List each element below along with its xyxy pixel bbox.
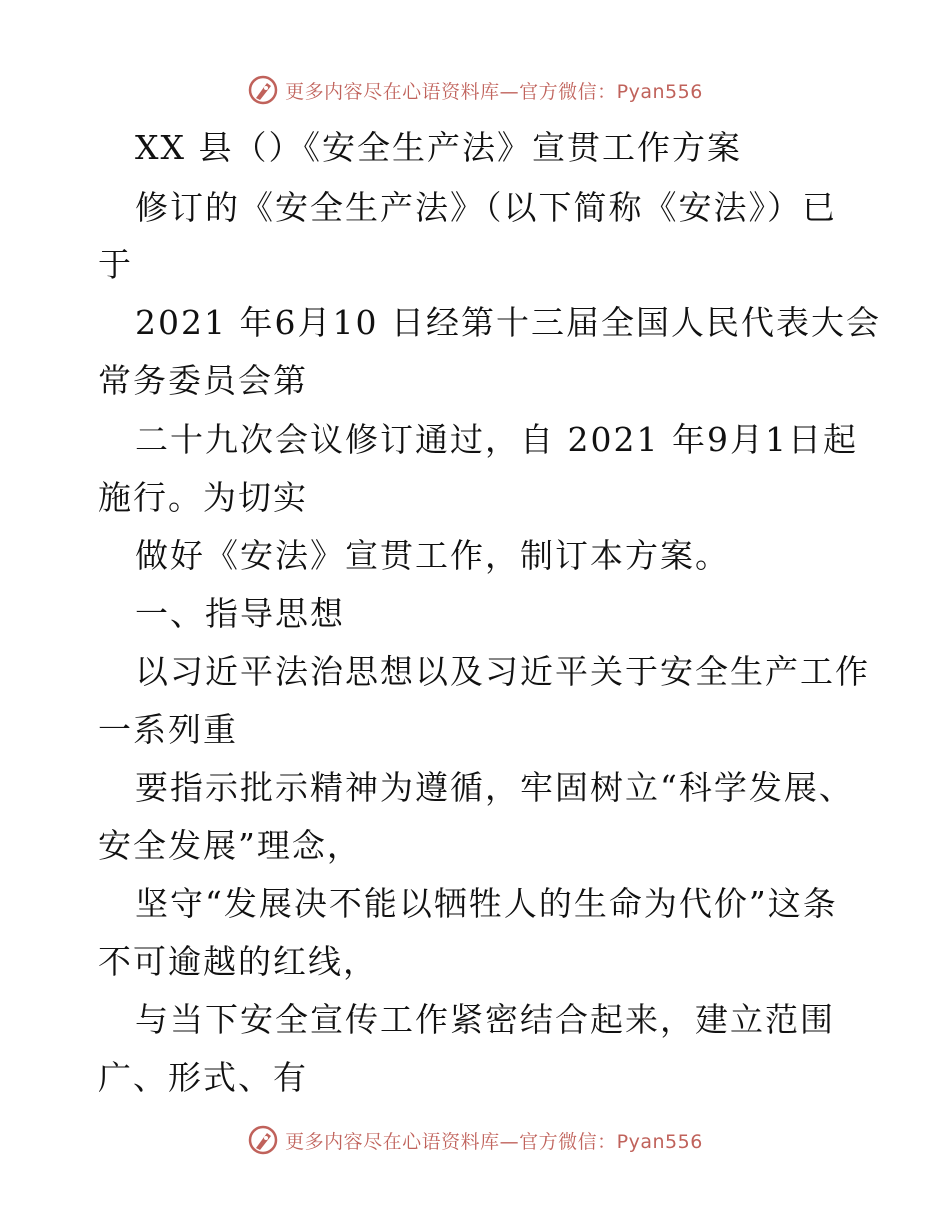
paragraph-line: 一系列重 <box>98 710 238 749</box>
paragraph-line: 二十九次会议修订通过，自 2021 年9月1日起 <box>135 420 858 459</box>
watermark-text: 更多内容尽在心语资料库—官方微信：Pyan556 <box>285 1130 703 1153</box>
document-title: XX 县（）《安全生产法》宣贯工作方案 <box>135 128 742 167</box>
pen-nib-logo-icon <box>247 74 279 106</box>
paragraph-line: 与当下安全宣传工作紧密结合起来，建立范围 <box>135 1000 835 1039</box>
watermark-header <box>0 70 950 110</box>
paragraph-line: 安全发展”理念， <box>98 826 362 865</box>
watermark-footer <box>0 1120 950 1160</box>
paragraph-line: 做好《安法》宣贯工作，制订本方案。 <box>135 536 730 575</box>
paragraph-line: 坚守“发展决不能以牺牲人的生命为代价”这条 <box>135 884 838 923</box>
paragraph-line: 施行。为切实 <box>98 478 308 517</box>
paragraph-line: 于 <box>98 245 133 284</box>
paragraph-line: 不可逾越的红线， <box>98 942 378 981</box>
watermark-text: 更多内容尽在心语资料库—官方微信：Pyan556 <box>285 80 703 103</box>
paragraph-line: 常务委员会第 <box>98 361 308 400</box>
section-heading: 一、指导思想 <box>135 594 345 633</box>
paragraph-line: 2021 年6月10 日经第十三届全国人民代表大会 <box>135 303 881 342</box>
paragraph-line: 以习近平法治思想以及习近平关于安全生产工作 <box>135 652 870 691</box>
paragraph-line: 要指示批示精神为遵循，牢固树立“科学发展、 <box>135 768 854 807</box>
paragraph-line: 修订的《安全生产法》（以下简称《安法》）已 <box>135 188 837 227</box>
paragraph-line: 广、形式、有 <box>98 1058 308 1097</box>
pen-nib-logo-icon <box>247 1124 279 1156</box>
